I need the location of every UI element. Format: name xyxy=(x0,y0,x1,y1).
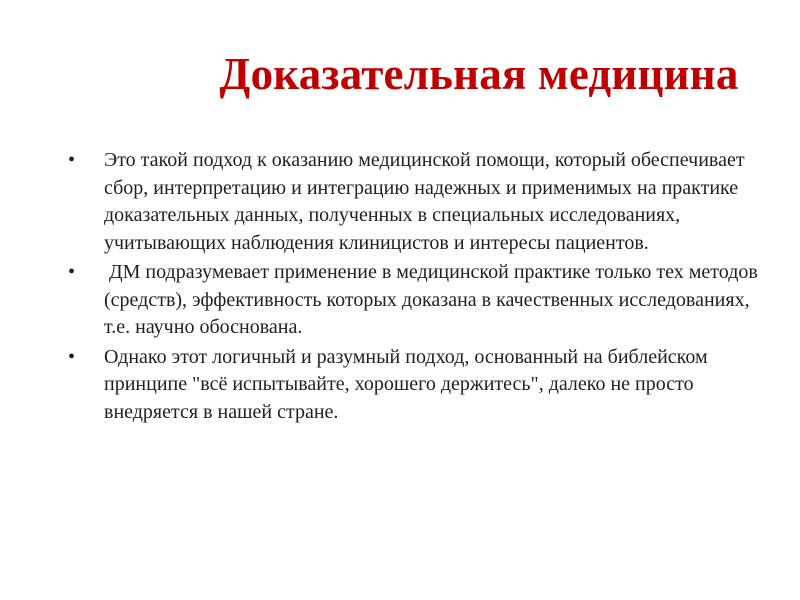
bullet-text-adoption: Однако этот логичный и разумный подход, основанный на библейском принципе "всё испытывайте, хорошего держитесь", далеко не просто внедряется в нашей стране. xyxy=(104,345,708,423)
bullet-text-definition: Это такой подход к оказанию медицинской помощи, который обеспечивает сбор, интерпретацию и интеграцию надежных и применимых на практике доказательных данных, полученных в специальных исследованиях, учитывающих наблюдения клиницистов и интересы пациентов. xyxy=(104,149,745,254)
bullet-icon: • xyxy=(68,261,76,283)
bullet-list xyxy=(68,147,768,428)
list-item xyxy=(68,259,768,342)
list-item xyxy=(68,147,768,257)
slide-title: Доказательная медицина xyxy=(219,49,739,99)
bullet-text-methods: ДМ подразумевает применение в медицинской практике только тех методов (средств), эффективность которых доказана в качественных исследованиях, т.е. научно обоснована. xyxy=(104,261,763,338)
bullet-icon: • xyxy=(68,149,76,171)
bullet-icon: • xyxy=(68,345,76,368)
list-item xyxy=(68,344,768,427)
